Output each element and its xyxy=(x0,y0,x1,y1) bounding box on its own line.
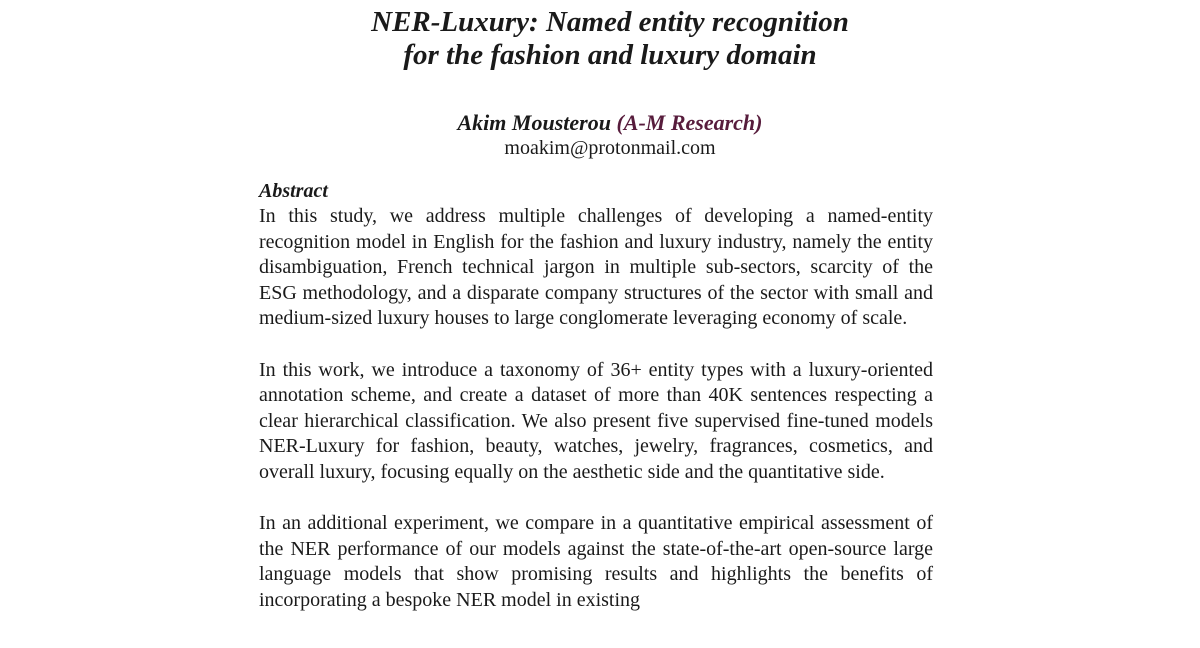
paper-title xyxy=(273,6,947,72)
abstract-paragraph-1: In this study, we address multiple challenges of developing a named-entity recognition model in English for the fashion and luxury industry, namely the entity disambiguation, French technical jargon in multiple sub-sectors, scarcity of the ESG methodology, and a disparate company structures of the sector with small and medium-sized luxury houses to large conglomerate leveraging economy of scale. xyxy=(259,205,933,329)
paper-title-line-2: for the fashion and luxury domain xyxy=(403,39,817,71)
author-name: Akim Mousterou xyxy=(457,110,611,135)
abstract-heading: Abstract xyxy=(259,180,328,202)
abstract-section xyxy=(259,178,933,613)
author-affiliation: (A-M Research) xyxy=(616,110,763,135)
paper-title-line-1: NER-Luxury: Named entity recognition xyxy=(371,6,849,38)
author-line xyxy=(273,110,947,136)
abstract-paragraph-3: In an additional experiment, we compare in a quantitative empirical assessment of the NER performance of our models against the state-of-the-art open-source large language models that show promising results and highlights the benefits of incorporating a bespoke NER model in existing xyxy=(259,512,933,611)
author-email: moakim@protonmail.com xyxy=(504,137,716,159)
abstract-paragraph-2: In this work, we introduce a taxonomy of 36+ entity types with a luxury-oriented annotation scheme, and create a dataset of more than 40K sentences respecting a clear hierarchical classification. We also present five supervised fine-tuned models NER-Luxury for fashion, beauty, watches, jewelry, fragrances, cosmetics, and overall luxury, focusing equally on the aesthetic side and the quantitative side. xyxy=(259,358,933,483)
paper-header xyxy=(273,6,947,160)
